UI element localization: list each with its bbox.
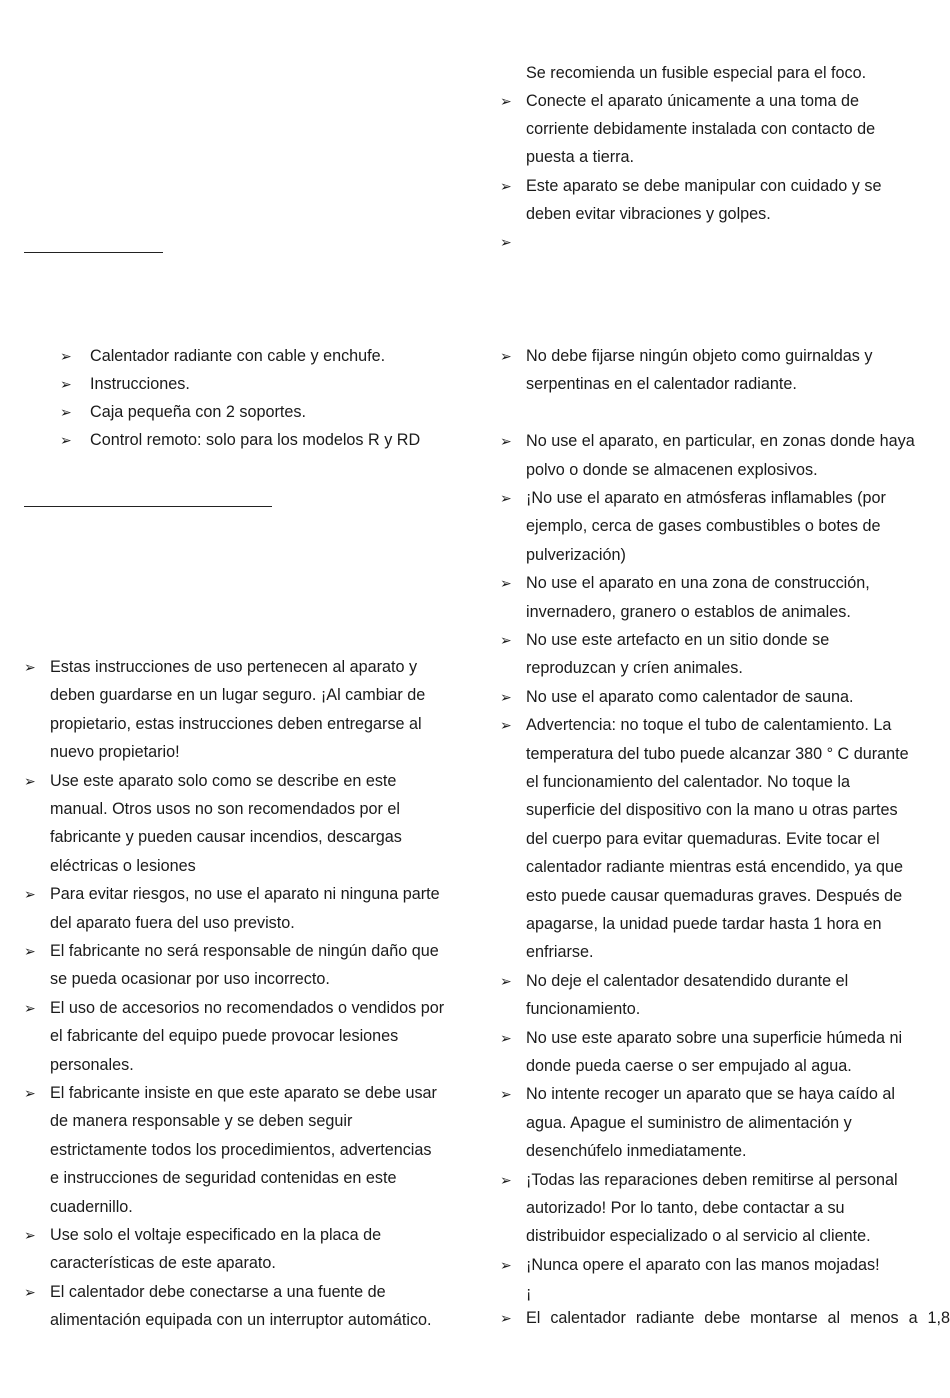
arrow-bullet-icon: ➢ [500,717,512,734]
word: montarse [750,1309,818,1327]
text-line: deben evitar vibraciones y golpes. [526,205,771,223]
arrow-bullet-icon: ➢ [24,1283,36,1300]
word: calentador [550,1309,626,1327]
arrow-bullet-icon: ➢ [24,1085,36,1101]
list-item-text: No use el aparato, en particular, en zonas donde haya [526,432,915,451]
list-item-text: estrictamente todos los procedimientos, advertencias [50,1140,432,1159]
arrow-bullet-icon: ➢ [24,886,36,903]
arrow-bullet-icon: ➢ [500,688,512,705]
list-item-text: ¡Todas las reparaciones deben remitirse al personal [526,1170,898,1189]
arrow-bullet-icon: ➢ [24,772,36,789]
list-item-text: ¡Nunca opere el aparato con las manos mojadas! [526,1255,880,1274]
list-item-text: Calentador radiante con cable y enchufe. [90,347,386,365]
list-item-text: distribuidor especializado o al servicio al cliente. [526,1227,871,1246]
arrow-bullet-icon: ➢ [500,1171,512,1188]
list-item-text: No use este aparato sobre una superficie húmeda ni [526,1028,903,1047]
arrow-bullet-icon: ➢ [500,178,512,194]
arrow-bullet-icon: ➢ [500,1029,512,1046]
list-item-text: Caja pequeña con 2 soportes. [90,403,306,421]
list-item-text: No use este artefacto en un sitio donde se [526,631,830,649]
list-item-text: personales. [50,1055,134,1074]
list-item-text: nuevo propietario! [50,743,180,762]
arrow-bullet-icon: ➢ [60,348,72,364]
list-item-text: invernadero, granero o establos de animales. [526,602,851,621]
list-item-text: fabricante y pueden causar incendios, descargas [50,828,402,847]
list-item-text: El fabricante insiste en que este aparato se debe usar [50,1084,437,1102]
list-item-text: características de este aparato. [50,1254,276,1273]
list-item-text: se pueda ocasionar por uso incorrecto. [50,970,330,989]
list-item-text: No debe fijarse ningún objeto como guirnaldas y [526,347,873,365]
list-item-text: propietario, estas instrucciones deben entregarse al [50,714,422,733]
list-item-text: deben guardarse en un lugar seguro. ¡Al cambiar de [50,686,426,705]
list-item-text: El fabricante no será responsable de ningún daño que [50,942,439,960]
list-item-text: El uso de accesorios no recomendados o vendidos por [50,998,445,1017]
arrow-bullet-icon: ➢ [500,575,512,592]
arrow-bullet-icon: ➢ [500,348,512,364]
text-line: corriente debidamente instalada con contacto de [526,120,876,138]
list-item-text: Use solo el voltaje especificado en la placa de [50,1226,382,1244]
list-item-text: Use este aparato solo como se describe en este [50,771,397,790]
list-item-text: del cuerpo para evitar quemaduras. Evite tocar el [526,829,880,848]
list-item-text: ejemplo, cerca de gases combustibles o botes de [526,517,881,536]
list-item-text: alimentación equipada con un interruptor automático. [50,1311,432,1330]
list-item-text: Advertencia: no toque el tubo de calentamiento. La [526,716,892,735]
text-line: Se recomienda un fusible especial para el foco. [526,64,867,82]
word: al [827,1309,841,1327]
list-item-text: del aparato fuera del uso previsto. [50,913,295,932]
list-item-text: reproduzcan y críen animales. [526,659,743,678]
arrow-bullet-icon: ➢ [60,376,72,392]
word: debe [704,1309,741,1327]
list-item-text: enfriarse. [526,943,594,962]
list-item-text: agua. Apague el suministro de alimentación y [526,1113,852,1132]
list-item-text: el fabricante del equipo puede provocar lesiones [50,1027,399,1046]
list-item-text: polvo o donde se almacenen explosivos. [526,460,818,479]
list-item-text: ¡ [526,1284,532,1303]
arrow-bullet-icon: ➢ [60,404,72,420]
arrow-bullet-icon: ➢ [500,1086,512,1103]
word: radiante [635,1309,695,1327]
list-item-text: e instrucciones de seguridad contenidas en este [50,1169,397,1188]
list-item-text: Este aparato se debe manipular con cuidado y se [526,177,882,195]
list-item-text: manual. Otros usos no son recomendados por el [50,800,401,818]
list-item-text: serpentinas en el calentador radiante. [526,375,797,394]
arrow-bullet-icon: ➢ [24,1227,36,1243]
list-item-text: ¡No use el aparato en atmósferas inflamables (por [526,489,886,507]
list-item-text: autorizado! Por lo tanto, debe contactar a su [526,1199,845,1217]
list-item-text-justified [526,1304,950,1332]
word: menos [850,1309,899,1327]
list-item-text: superficie del dispositivo con la mano u otras partes [526,801,898,820]
arrow-bullet-icon: ➢ [500,433,512,450]
list-item-text: Instrucciones. [90,375,190,393]
list-item-text: Control remoto: solo para los modelos R y RD [90,431,421,449]
list-item-text: eléctricas o lesiones [50,856,196,875]
word: El [526,1309,541,1327]
word: a [908,1309,918,1327]
list-item-text: No use el aparato como calentador de sauna. [526,687,854,706]
word: 1,8 [927,1309,950,1327]
list-item-text: No use el aparato en una zona de construcción, [526,574,870,593]
section-heading-rule [24,506,272,507]
list-item-text: cuadernillo. [50,1197,133,1216]
list-item-text: el funcionamiento del calentador. No toque la [526,773,850,791]
list-item-text: Para evitar riesgos, no use el aparato ni ninguna parte [50,885,440,904]
list-item-text: esto puede causar quemaduras graves. Después de [526,886,903,905]
list-item-text: funcionamiento. [526,1000,641,1019]
text-line: puesta a tierra. [526,148,634,166]
arrow-bullet-icon: ➢ [24,659,36,675]
arrow-bullet-icon: ➢ [24,943,36,959]
arrow-bullet-icon: ➢ [500,1256,512,1273]
arrow-bullet-icon: ➢ [500,1310,512,1326]
arrow-bullet-icon: ➢ [500,632,512,648]
arrow-bullet-icon: ➢ [60,432,72,448]
list-item-text: Conecte el aparato únicamente a una toma de [526,92,859,110]
list-item-text: No deje el calentador desatendido durante el [526,971,849,990]
list-item-text: donde pueda caerse o ser empujado al agua. [526,1057,852,1075]
arrow-bullet-icon: ➢ [500,490,512,506]
list-item-text: apagarse, la unidad puede tardar hasta 1 hora en [526,915,882,933]
list-item-text: Estas instrucciones de uso pertenecen al aparato y [50,658,418,676]
list-item-text: No intente recoger un aparato que se haya caído al [526,1085,895,1104]
arrow-bullet-icon: ➢ [500,972,512,989]
list-item-text: El calentador debe conectarse a una fuente de [50,1282,386,1301]
list-item-text: calentador radiante mientras está encendido, ya que [526,858,904,877]
list-item-text: temperatura del tubo puede alcanzar 380 ° C durante [526,744,909,763]
arrow-bullet-icon: ➢ [500,93,512,109]
list-item-text: desenchúfelo inmediatamente. [526,1142,747,1161]
arrow-bullet-icon: ➢ [24,999,36,1016]
list-item-text: pulverización) [526,545,626,564]
list-item-text: de manera responsable y se deben seguir [50,1112,353,1131]
section-heading-rule [24,252,163,253]
arrow-bullet-icon: ➢ [500,234,512,250]
